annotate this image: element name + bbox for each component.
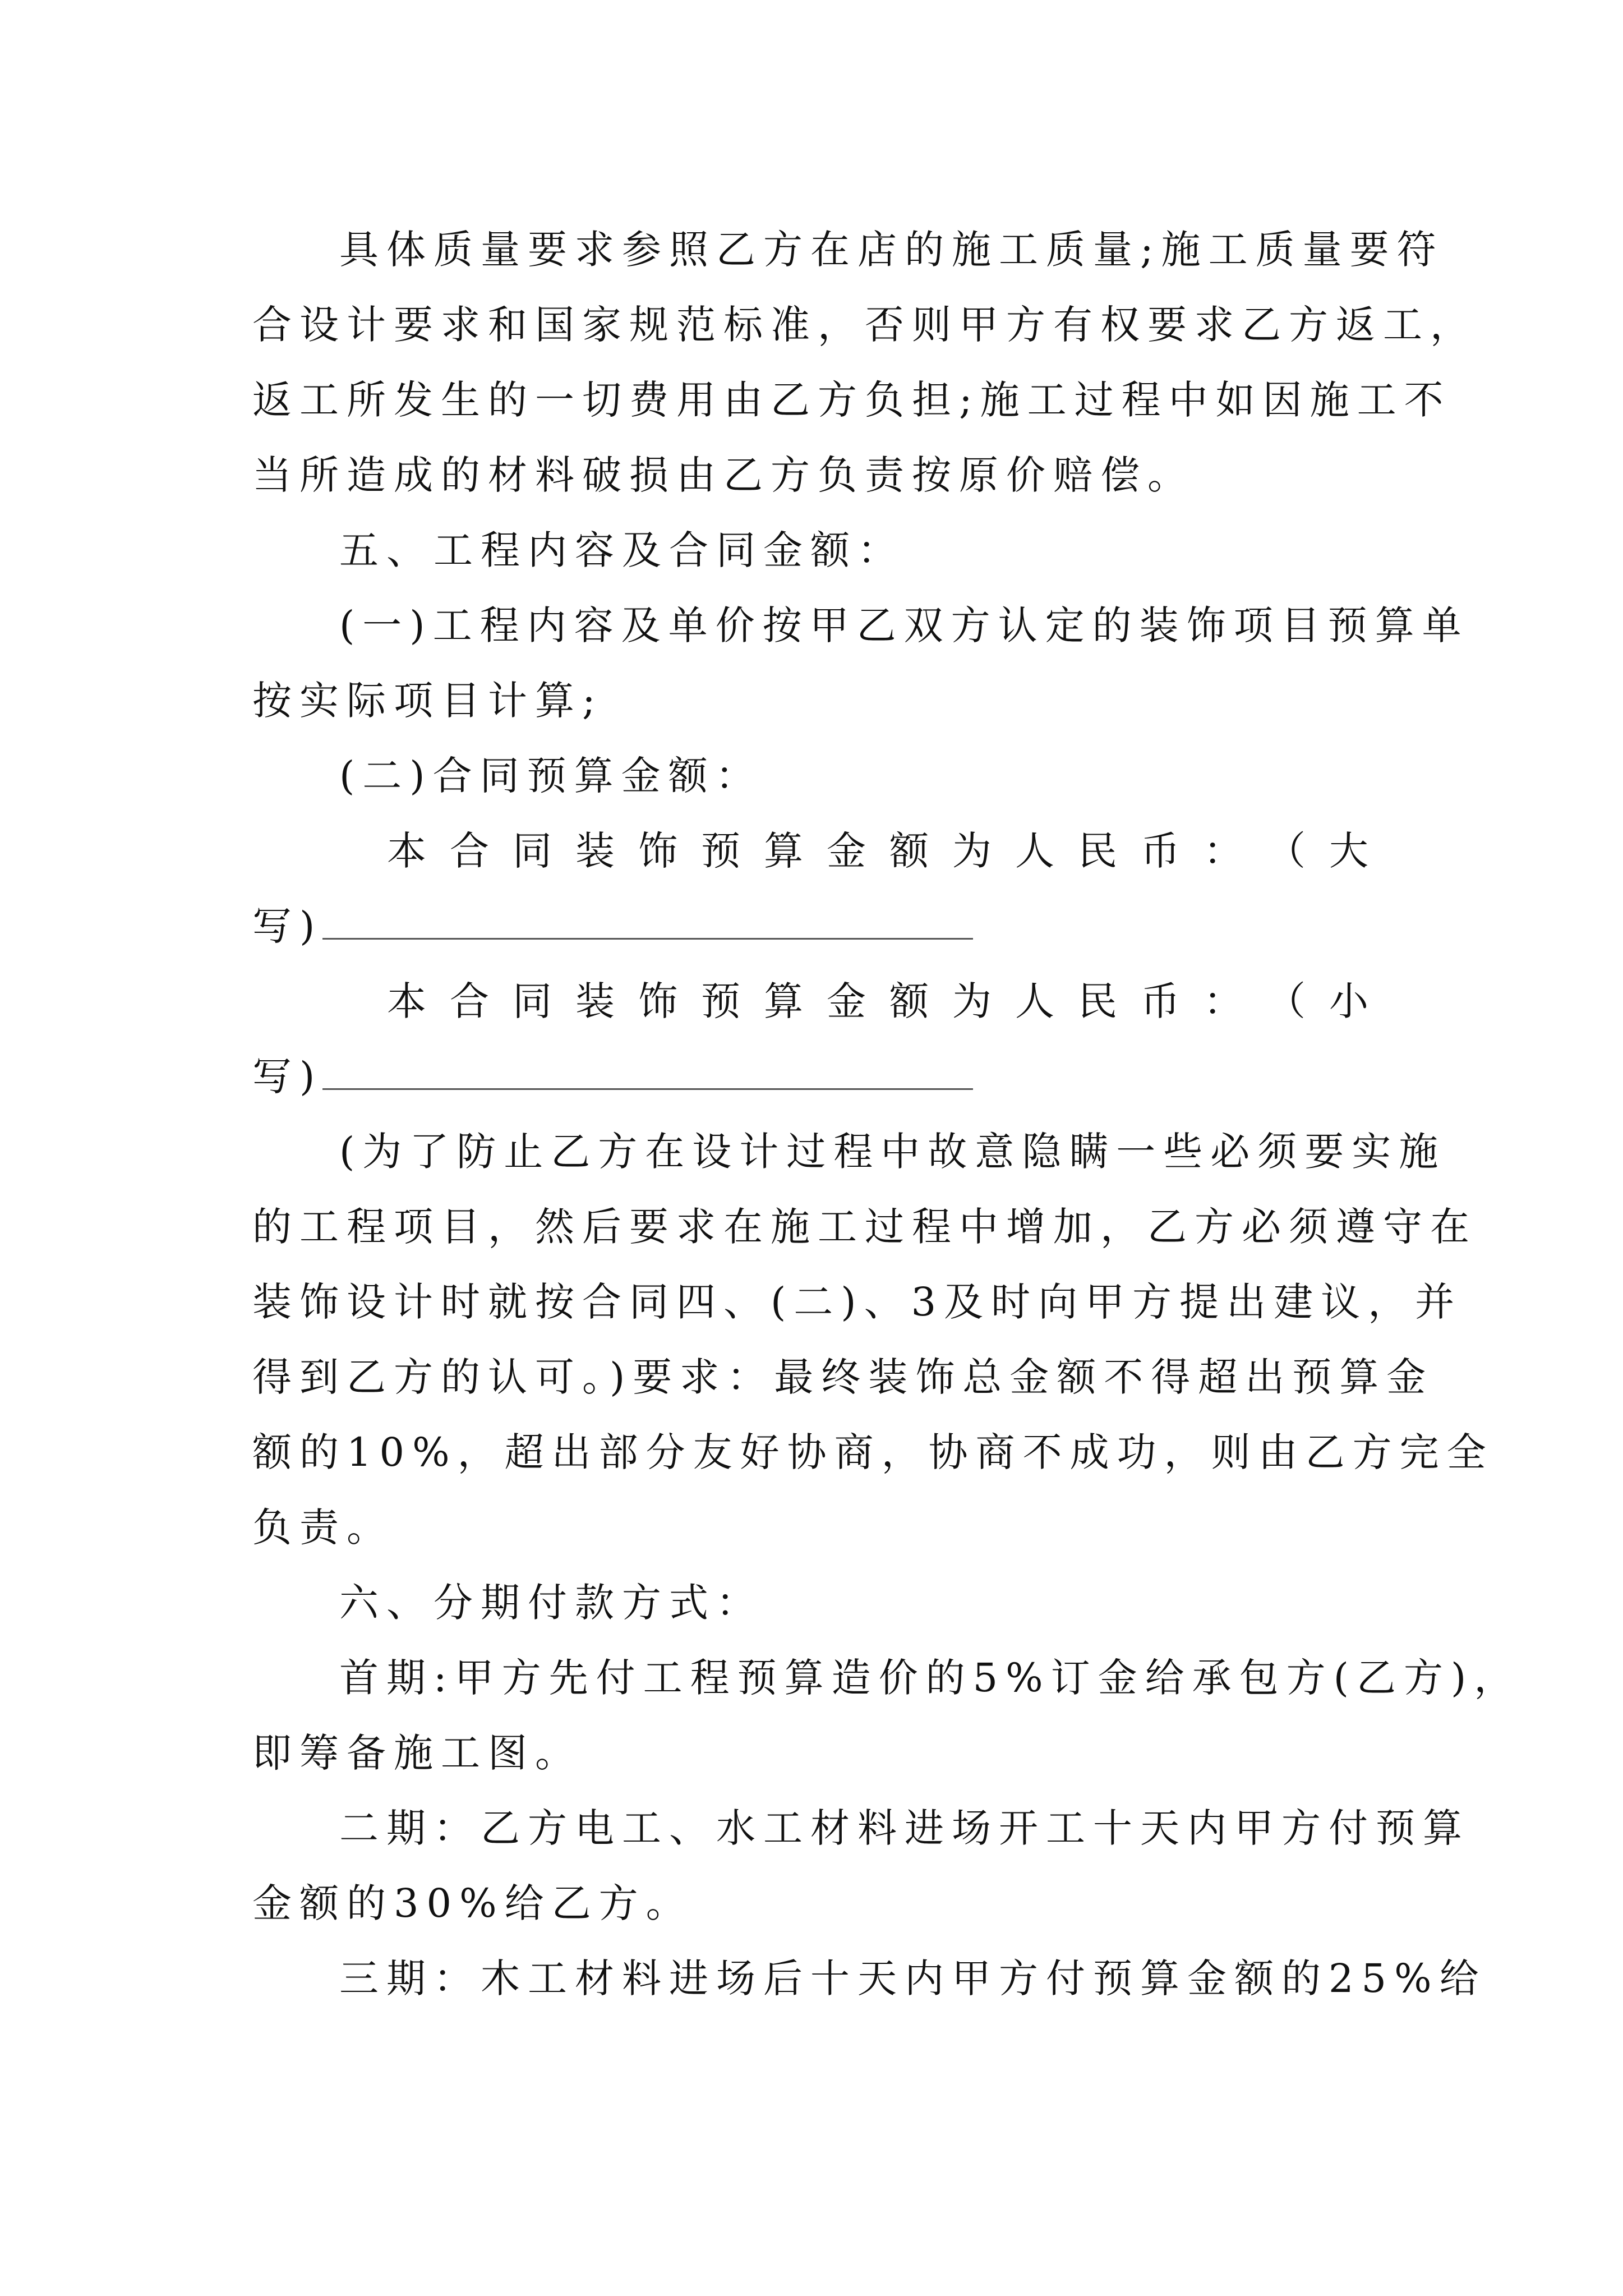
char: 人 — [1015, 828, 1054, 874]
char: 饰 — [638, 828, 677, 874]
char: ： — [1204, 978, 1243, 1024]
char: 币 — [1141, 978, 1180, 1024]
char: 额 — [889, 828, 929, 874]
text-line: 合设计要求和国家规范标准，否则甲方有权要求乙方返工， — [252, 302, 1477, 348]
char: 合 — [450, 978, 489, 1024]
text-line: (一)工程内容及单价按甲乙双方认定的装饰项目预算单 — [339, 602, 1469, 648]
char: 人 — [1015, 978, 1054, 1024]
amount-upper-tail: 写) — [252, 903, 323, 949]
text-line: (为了防止乙方在设计过程中故意隐瞒一些必须要实施 — [339, 1129, 1446, 1175]
char: 同 — [513, 978, 552, 1024]
text-line: 返工所发生的一切费用由乙方负担;施工过程中如因施工不 — [252, 377, 1451, 423]
char: 币 — [1141, 828, 1180, 874]
char: 饰 — [638, 978, 677, 1024]
amount-upper-blank[interactable] — [322, 904, 973, 940]
char: 民 — [1078, 978, 1117, 1024]
char: 大 — [1329, 828, 1368, 874]
char: 额 — [889, 978, 929, 1024]
char: 预 — [701, 978, 740, 1024]
amount-lower-field — [252, 1039, 1368, 1114]
amount-upper-field — [252, 889, 1368, 964]
document-body — [252, 212, 1521, 2016]
text-line: 首期:甲方先付工程预算造价的5%订金给承包方(乙方)， — [339, 1655, 1521, 1701]
char: 预 — [701, 828, 740, 874]
section-heading: 六、分期付款方式： — [339, 1580, 763, 1626]
char: 小 — [1329, 978, 1368, 1024]
amount-upper-label — [252, 813, 1368, 889]
char: 金 — [827, 978, 866, 1024]
char: 装 — [575, 828, 615, 874]
text-line: 当所造成的材料破损由乙方负责按原价赔偿。 — [252, 452, 1195, 498]
char: 本 — [387, 978, 426, 1024]
char: 算 — [764, 978, 803, 1024]
char: 为 — [952, 978, 992, 1024]
text-line: 三期：木工材料进场后十天内甲方付预算金额的25%给 — [339, 1955, 1487, 2001]
char: 装 — [575, 978, 615, 1024]
text-line: 金额的30%给乙方。 — [252, 1880, 693, 1926]
text-line: 的工程项目，然后要求在施工过程中增加，乙方必须遵守在 — [252, 1204, 1477, 1250]
char: 为 — [952, 828, 992, 874]
text-line: 装饰设计时就按合同四、(二)、3及时向甲方提出建议，并 — [252, 1279, 1463, 1325]
char: 算 — [764, 828, 803, 874]
char: （ — [1266, 978, 1306, 1024]
char: ： — [1204, 828, 1243, 874]
amount-lower-label — [252, 964, 1368, 1039]
amount-lower-tail: 写) — [252, 1053, 323, 1099]
char: （ — [1266, 828, 1306, 874]
char: 金 — [827, 828, 866, 874]
text-line: 负责。 — [252, 1504, 394, 1550]
char: 民 — [1078, 828, 1117, 874]
text-line: 按实际项目计算; — [252, 678, 603, 724]
char: 合 — [450, 828, 489, 874]
text-line: 额的10%，超出部分友好协商，协商不成功，则由乙方完全 — [252, 1429, 1494, 1475]
text-line: (二)合同预算金额： — [339, 753, 763, 799]
char: 同 — [513, 828, 552, 874]
amount-lower-blank[interactable] — [322, 1055, 973, 1090]
text-line: 得到乙方的认可。)要求：最终装饰总金额不得超出预算金 — [252, 1354, 1434, 1400]
text-line: 即筹备施工图。 — [252, 1730, 582, 1776]
text-line: 二期：乙方电工、水工材料进场开工十天内甲方付预算 — [339, 1805, 1470, 1851]
section-heading: 五、工程内容及合同金额： — [339, 527, 905, 573]
text-line: 具体质量要求参照乙方在店的施工质量;施工质量要符 — [339, 227, 1444, 273]
char: 本 — [387, 828, 426, 874]
